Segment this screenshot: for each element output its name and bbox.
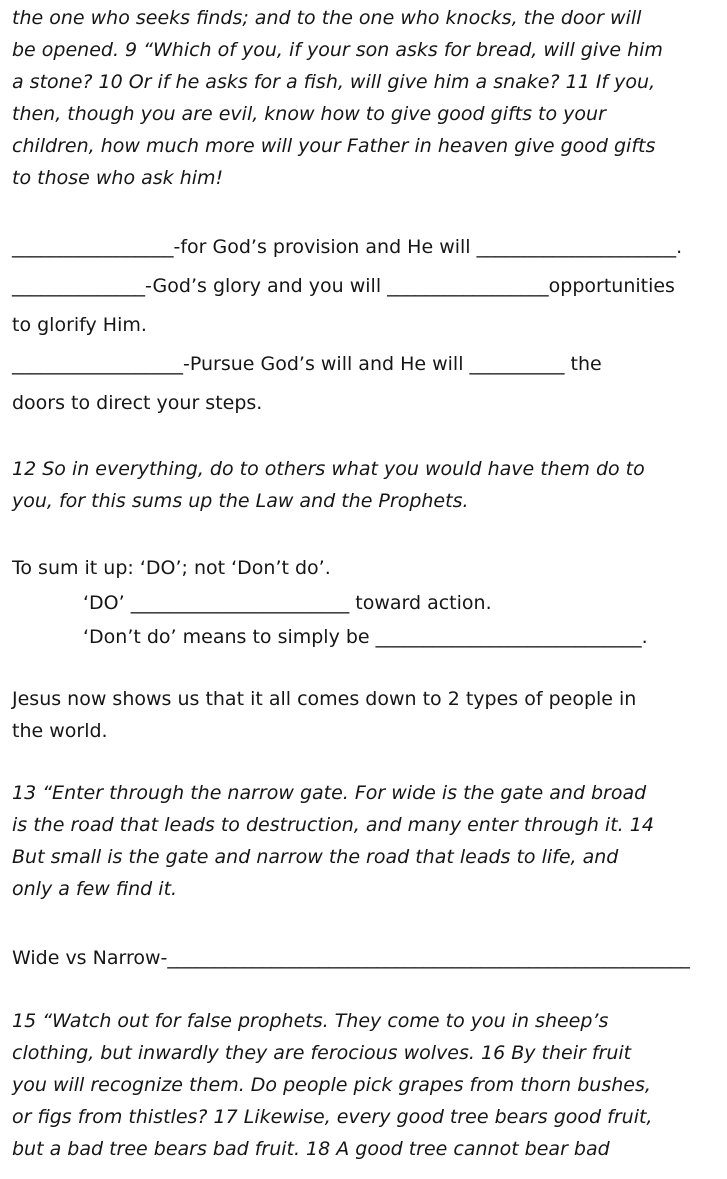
- scripture-passage-false-prophets: [12, 1005, 719, 1165]
- note-line: To sum it up: ‘DO’; not ‘Don’t do’.: [12, 557, 331, 579]
- fill-in-blank-line: Wide vs Narrow-_______________________________________________________: [12, 946, 690, 969]
- scripture-line: is the road that leads to destruction, and many enter through it. 14: [12, 813, 654, 836]
- scripture-line: children, how much more will your Father in heaven give good gifts: [12, 135, 656, 157]
- note-line: Jesus now shows us that it all comes down to 2 types of people in: [12, 687, 637, 710]
- fill-in-blank-line: ‘DO’ _______________________ toward action.: [83, 591, 492, 614]
- fill-in-blank-line: __________________-Pursue God’s will and He will __________ the: [12, 353, 602, 375]
- scripture-line: clothing, but inwardly they are ferocious wolves. 16 By their fruit: [12, 1041, 632, 1064]
- scripture-line: But small is the gate and narrow the road that leads to life, and: [12, 845, 619, 868]
- scripture-line: then, though you are evil, know how to give good gifts to your: [12, 103, 606, 125]
- scripture-line: a stone? 10 Or if he asks for a fish, will give him a snake? 11 If you,: [12, 71, 656, 93]
- fill-in-blank-line: ______________-God’s glory and you will _________________opportunities: [12, 275, 675, 297]
- scripture-line: but a bad tree bears bad fruit. 18 A good tree cannot bear bad: [12, 1137, 610, 1160]
- fill-in-blank-line: to glorify Him.: [12, 314, 147, 336]
- scripture-passage-matthew7-ask: [12, 2, 719, 194]
- scripture-line: 12 So in everything, do to others what you would have them do to: [12, 458, 645, 480]
- commentary-section: [12, 683, 719, 747]
- scripture-line: you, for this sums up the Law and the Prophets.: [12, 490, 469, 512]
- scripture-line: to those who ask him!: [12, 167, 224, 189]
- scripture-passage-narrow-gate: [12, 777, 719, 905]
- scripture-line: be opened. 9 “Which of you, if your son asks for bread, will give him: [12, 39, 663, 61]
- scripture-line: the one who seeks finds; and to the one who knocks, the door will: [12, 7, 642, 29]
- scripture-passage-golden-rule: [12, 453, 719, 517]
- fill-in-blank-line: doors to direct your steps.: [12, 392, 263, 414]
- scripture-line: only a few find it.: [12, 877, 178, 900]
- note-line: the world.: [12, 719, 108, 742]
- scripture-line: 13 “Enter through the narrow gate. For wide is the gate and broad: [12, 781, 647, 804]
- scripture-line: or figs from thistles? 17 Likewise, every good tree bears good fruit,: [12, 1105, 653, 1128]
- scripture-line: you will recognize them. Do people pick grapes from thorn bushes,: [12, 1073, 651, 1096]
- summary-notes-section: [12, 551, 719, 655]
- scripture-line: 15 “Watch out for false prophets. They come to you in sheep’s: [12, 1009, 609, 1032]
- wide-vs-narrow-blank-section: [12, 942, 719, 974]
- fill-in-blank-line: _________________-for God’s provision and He will _____________________.: [12, 236, 683, 258]
- fill-in-blanks-section: [12, 228, 719, 423]
- fill-in-blank-line: ‘Don’t do’ means to simply be ____________________________.: [83, 626, 648, 648]
